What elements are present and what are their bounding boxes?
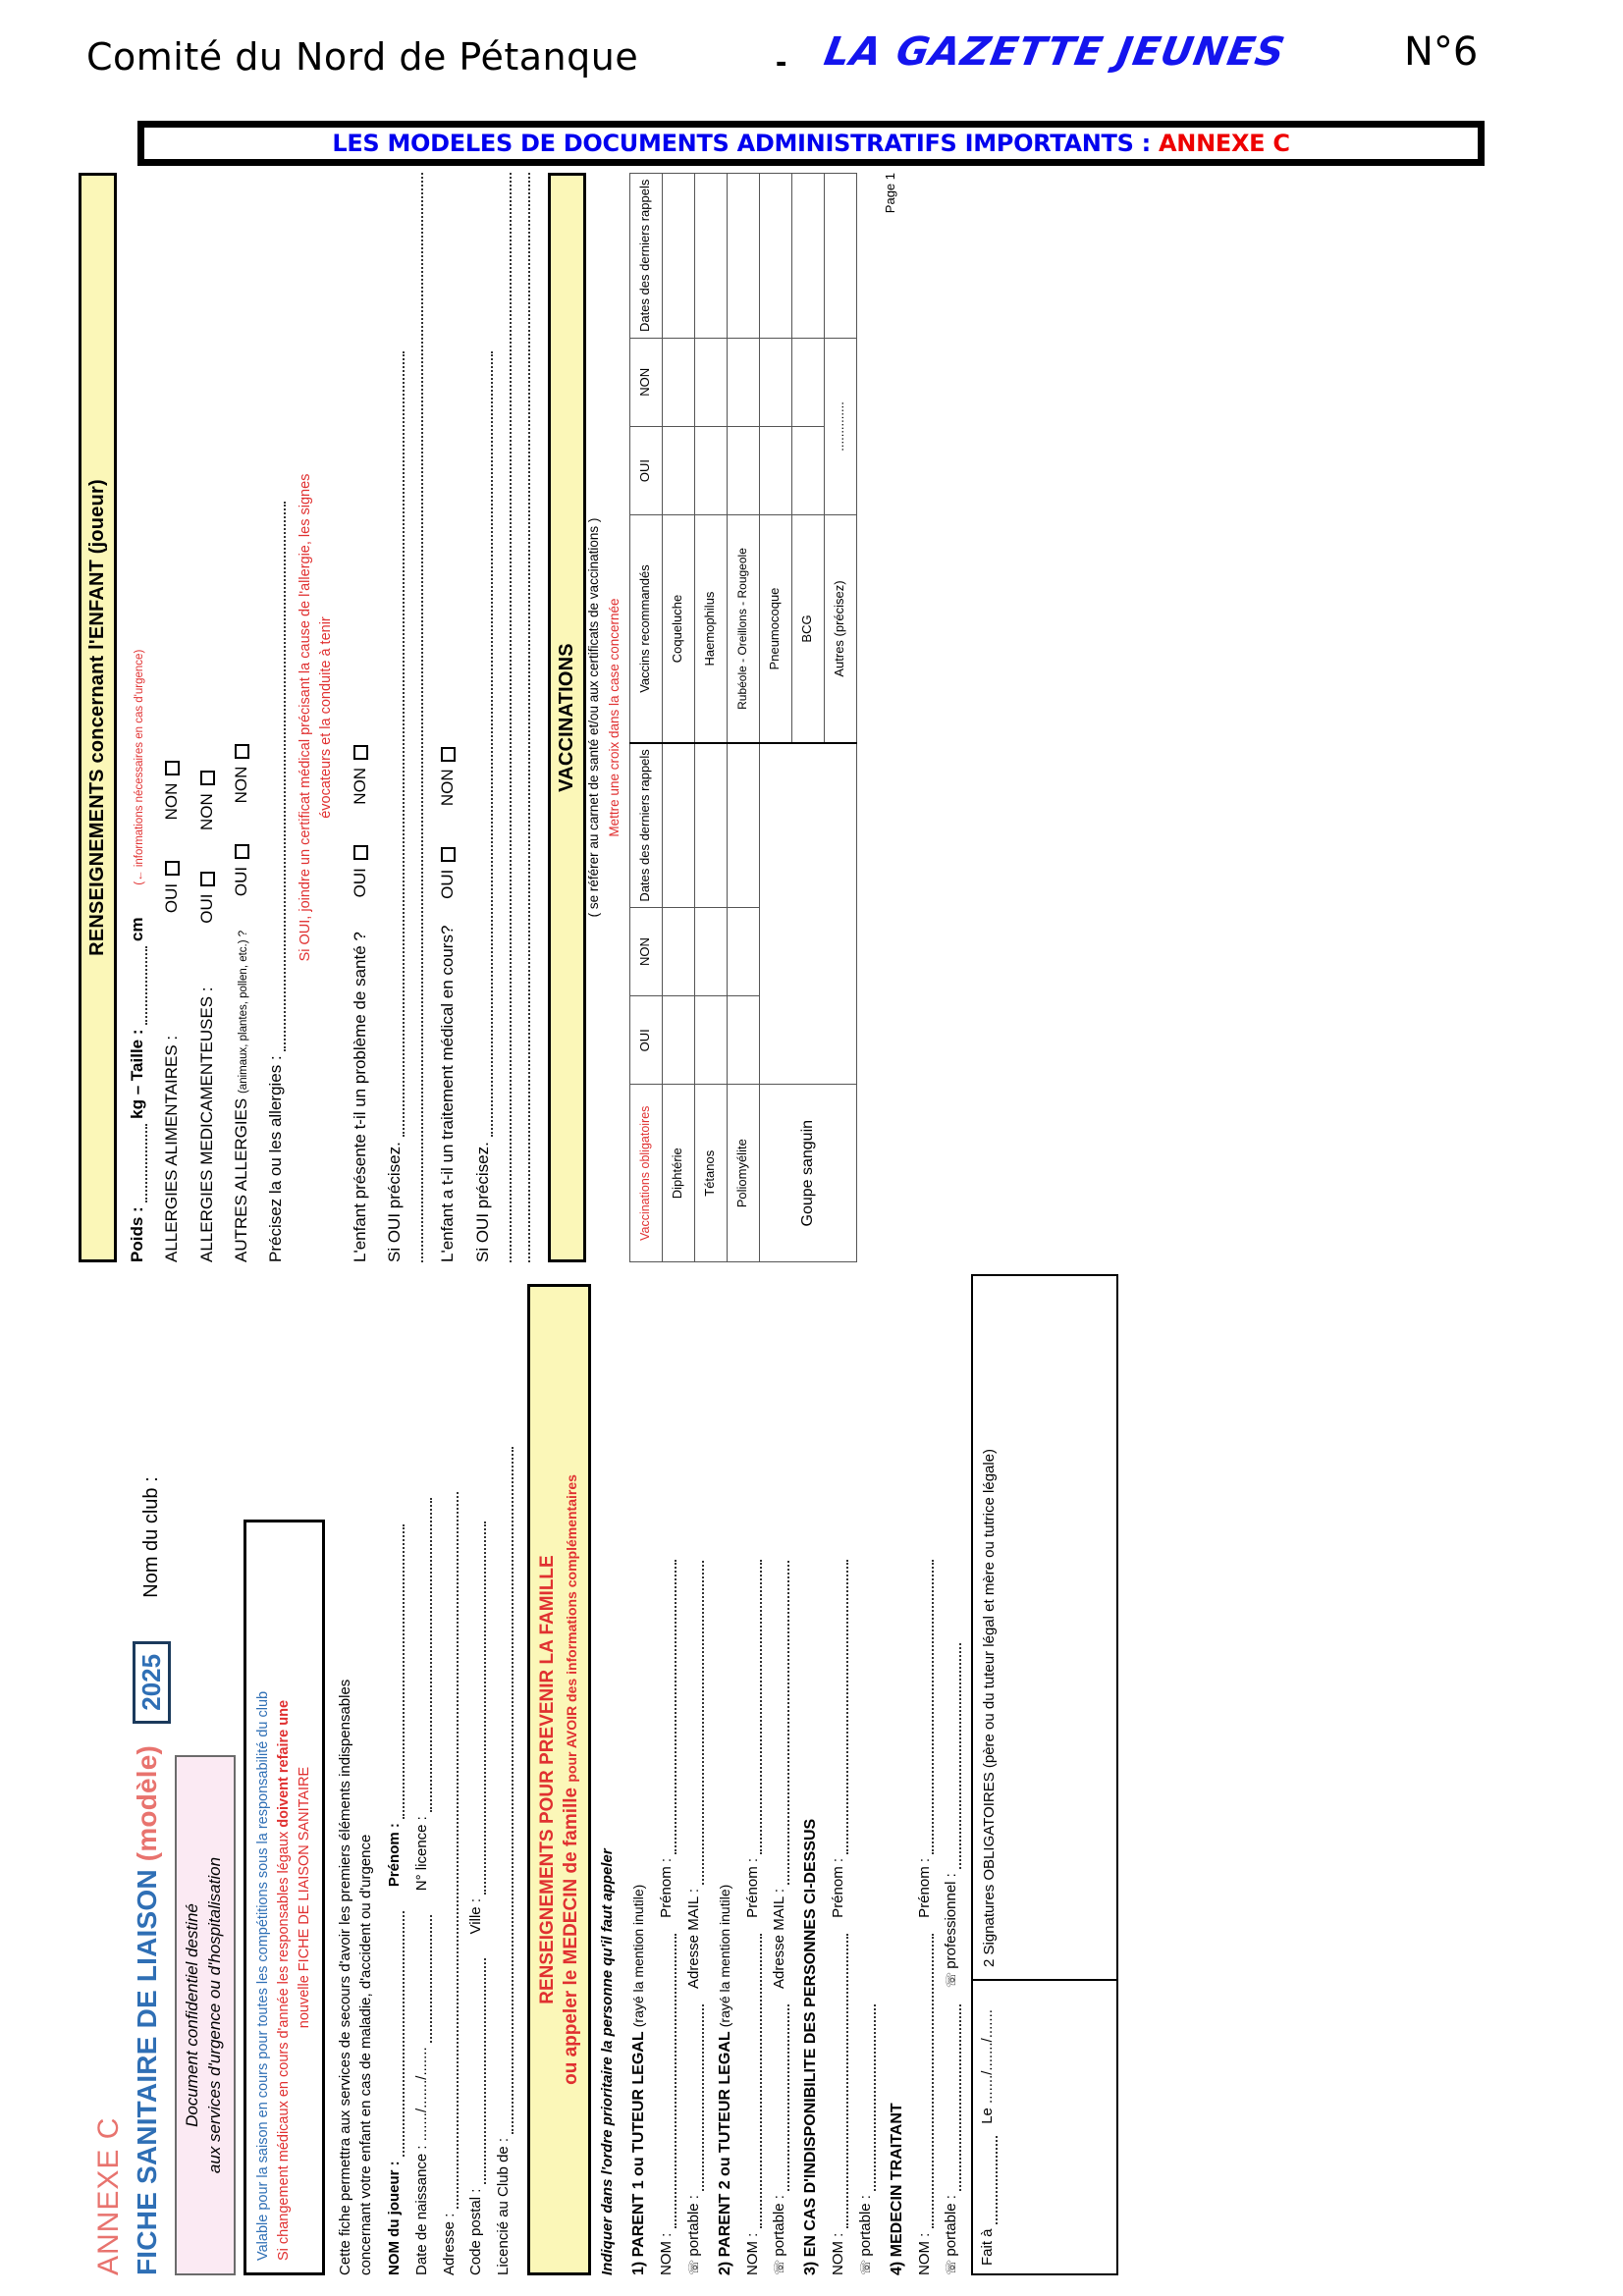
reco-1-date-cell[interactable] — [694, 174, 727, 339]
reco-5-precisez-cell[interactable]: .............. — [824, 338, 856, 515]
contact-3-nom-label: NOM : — [830, 2232, 847, 2275]
col-oui-1: OUI — [629, 996, 662, 1085]
poids-unit: kg — [128, 1099, 146, 1119]
rotated-form-sheet-wrapper — [79, 165, 1532, 2275]
poids-input[interactable] — [145, 1124, 147, 1202]
reco-1-oui-cell[interactable] — [694, 426, 727, 514]
contact-4-nom-label: NOM : — [915, 2232, 933, 2275]
intro-paragraph — [335, 1294, 378, 2275]
reco-row-1: Haemophilus — [694, 515, 727, 743]
allergies-alimentaires-row — [161, 173, 182, 1262]
banner-annex-label: ANNEXE C — [1159, 130, 1290, 157]
player-name-row — [386, 1284, 405, 2275]
traitement-non-checkbox[interactable] — [441, 747, 456, 762]
issue-number: N°6 — [1404, 29, 1479, 75]
player-prenom-input[interactable] — [403, 1524, 405, 1819]
player-club-row — [495, 1284, 514, 2275]
oblig-row-2: Poliomyélite — [727, 1085, 759, 1262]
contact-3-heading: 3) EN CAS D'INDISPONIBILITE DES PERSONNES CI-DESSUS — [802, 1818, 820, 2275]
alim-non-checkbox[interactable] — [165, 761, 180, 775]
confidential-note-box — [175, 1755, 236, 2275]
precisez-allergies-label: Précisez la ou les allergies : — [266, 1055, 285, 1262]
player-adresse-input[interactable] — [457, 1492, 459, 2209]
contact-2-portable-input[interactable] — [787, 2004, 789, 2191]
player-nom-input[interactable] — [403, 1911, 405, 2157]
phone-icon: ☏ — [772, 2260, 787, 2275]
contact-1-portable-label: portable : — [684, 2195, 702, 2257]
autres-non-label: NON — [231, 766, 250, 804]
contact-1-heading-note: (rayé la mention inutile) — [630, 1884, 647, 2028]
si-oui-precisez-2-label: Si OUI précisez. — [472, 1142, 492, 1262]
validity-note-red — [274, 1534, 295, 2261]
contact-1-mail-input[interactable] — [702, 1561, 704, 1885]
alim-oui-label: OUI — [162, 882, 182, 914]
probleme-non-checkbox[interactable] — [353, 745, 368, 760]
season-year-box: 2025 — [133, 1641, 171, 1724]
player-licencie-input[interactable] — [512, 1447, 514, 2134]
col-non-1: NON — [629, 907, 662, 995]
col-dates-2: Dates des derniers rappels — [629, 174, 662, 339]
intro-line-1: Cette fiche permettra aux services de secours d'avoir les premiers éléments indispensables — [336, 1679, 353, 2275]
player-naissance-label: Date de naissance : — [412, 2145, 430, 2275]
reco-row-5: Autres (précisez) — [824, 515, 856, 743]
player-naissance-input[interactable] — [430, 1915, 432, 2043]
player-ville-input[interactable] — [484, 1522, 486, 1895]
le-value[interactable]: ......./......./....... — [979, 2009, 997, 2104]
autres-allergies-label: AUTRES ALLERGIES — [231, 1097, 250, 1262]
form-title-text: FICHE SANITAIRE DE LIAISON — [131, 1869, 162, 2275]
reco-0-non-cell[interactable] — [662, 338, 694, 426]
oblig-1-non-cell[interactable] — [694, 907, 727, 995]
oblig-1-oui-cell[interactable] — [694, 996, 727, 1085]
validity-note-red-bold: doivent refaire une — [275, 1699, 292, 1828]
player-adresse-label: Adresse : — [440, 2213, 458, 2275]
table-row — [759, 174, 791, 1262]
reco-row-3: Pneumocoque — [759, 515, 791, 743]
traitement-medical-row — [437, 173, 458, 1262]
player-birth-row — [413, 1284, 432, 2275]
contact-2-heading — [716, 1284, 735, 2275]
contact-1-nom-input[interactable] — [675, 1934, 676, 2228]
reco-1-non-cell[interactable] — [694, 338, 727, 426]
contact-3-portable-label: portable : — [856, 2195, 874, 2257]
committee-name: Comité du Nord de Pétanque — [86, 35, 639, 79]
contact-1-mail-label: Adresse MAIL : — [684, 1889, 702, 1989]
family-column — [90, 1284, 1118, 2275]
contact-2-heading-text: 2) PARENT 2 ou TUTEUR LEGAL — [716, 2031, 733, 2275]
table-row — [694, 174, 727, 1262]
oblig-0-date-cell[interactable] — [662, 743, 694, 908]
probleme-sante-label: L'enfant présente t-il un problème de santé ? — [350, 932, 369, 1262]
medic-oui-checkbox[interactable] — [200, 872, 215, 886]
player-ville-label: Ville : — [467, 1898, 485, 1935]
contact-4-portable-input[interactable] — [959, 2004, 961, 2191]
reco-4-non-cell[interactable] — [791, 338, 824, 426]
family-contact-header-panel — [527, 1284, 592, 2275]
player-cp-input[interactable] — [484, 1958, 486, 2184]
contact-2-mail-label: Adresse MAIL : — [771, 1889, 788, 1989]
contact-4-phone-row — [943, 1284, 961, 2275]
fait-a-input[interactable] — [996, 2136, 998, 2224]
family-contact-title-2 — [560, 1297, 583, 2263]
si-oui-precisez-2-extra-line-b[interactable] — [527, 173, 530, 1262]
reco-row-2: Rubéole - Oreillons - Rougeole — [727, 515, 759, 743]
confidential-line-1: Document confidentiel destiné — [182, 1903, 201, 2127]
urgency-info-note: (← informations nécessaires en cas d'urgence) — [134, 649, 145, 885]
vaccinations-mettre-note: Mettre une croix dans la case concernée — [606, 598, 622, 837]
probleme-non-label: NON — [350, 767, 369, 805]
groupe-sanguin-input[interactable] — [759, 743, 856, 1085]
phone-icon: ☏ — [944, 2260, 959, 2275]
allergies-alimentaires-label: ALLERGIES ALIMENTAIRES : — [162, 1035, 182, 1262]
reco-4-date-cell[interactable] — [791, 174, 824, 339]
oblig-2-non-cell[interactable] — [727, 907, 759, 995]
form-title-modele: (modèle) — [131, 1744, 162, 1862]
reco-row-4: BCG — [791, 515, 824, 743]
contact-4-professionnel-input[interactable] — [959, 1643, 961, 1869]
contact-4-portable-label: portable : — [943, 2195, 960, 2257]
reco-2-non-cell[interactable] — [727, 338, 759, 426]
signature-caption: 2 Signatures OBLIGATOIRES (père ou du tuteur légal et mère ou tutrice légale) — [981, 1448, 999, 1967]
poids-label: Poids : — [128, 1206, 146, 1262]
player-naissance-value[interactable]: ......./......./....... — [412, 2047, 430, 2142]
col-recommandes: Vaccins recommandés — [629, 515, 662, 743]
player-nom-label: NOM du joueur : — [386, 2161, 404, 2275]
table-row — [727, 174, 759, 1262]
oblig-row-0: Diphtérie — [662, 1085, 694, 1262]
probleme-oui-label: OUI — [350, 868, 369, 898]
section-banner — [137, 121, 1485, 166]
contact-2-prenom-label: Prénom : — [743, 1857, 761, 1918]
contact-2-mail-input[interactable] — [787, 1561, 789, 1885]
si-oui-precisez-2-extra-line-a[interactable] — [509, 173, 512, 1262]
medic-non-checkbox[interactable] — [200, 771, 215, 785]
contact-2-heading-note: (rayé la mention inutile) — [716, 1884, 732, 2028]
alim-oui-checkbox[interactable] — [165, 861, 180, 876]
reco-0-date-cell[interactable] — [662, 174, 694, 339]
family-contact-title-1: RENSEIGNEMENTS POUR PREVENIR LA FAMILLE — [536, 1555, 558, 2004]
banner-main-label: LES MODELES DE DOCUMENTS ADMINISTRATIFS IMPORTANTS : — [332, 130, 1160, 157]
contact-2-portable-label: portable : — [771, 2195, 788, 2257]
contact-2-prenom-input[interactable] — [760, 1560, 762, 1854]
contact-1-heading-text: 1) PARENT 1 ou TUTEUR LEGAL — [630, 2031, 648, 2275]
reco-3-non-cell[interactable] — [759, 338, 791, 426]
contact-3-name-row — [830, 1284, 848, 2275]
certificat-medical-note — [296, 173, 336, 1262]
col-dates-1: Dates des derniers rappels — [629, 743, 662, 908]
taille-sep: – — [128, 1085, 146, 1095]
reco-4-oui-cell[interactable] — [791, 426, 824, 514]
probleme-sante-row — [350, 173, 370, 1262]
si-oui-precisez-1-extra-line[interactable] — [420, 173, 423, 1262]
reco-3-date-cell[interactable] — [759, 174, 791, 339]
contact-1-prenom-label: Prénom : — [658, 1857, 676, 1918]
si-oui-precisez-2-row — [472, 173, 493, 1262]
phone-icon: ☏ — [944, 1972, 959, 1989]
validity-note-red-a: Si changement médicaux en cours d'année les responsables légaux — [275, 1827, 292, 2261]
autres-oui-checkbox[interactable] — [235, 844, 249, 859]
contact-4-heading: 4) MEDECIN TRAITANT — [888, 2103, 905, 2275]
alim-non-label: NON — [162, 782, 182, 821]
page-number: Page 1 — [882, 173, 897, 214]
precisez-allergies-row — [265, 173, 286, 1262]
precisez-allergies-input[interactable] — [284, 502, 286, 1051]
signature-box — [971, 1274, 1118, 2275]
player-licencie-label: Licencié au Club de : — [495, 2137, 513, 2275]
player-city-row — [467, 1284, 486, 2275]
autres-allergies-note: (animaux, plantes, pollen, etc.) ? — [237, 930, 249, 1095]
vaccinations-refer-note: ( se référer au carnet de santé et/ou aux certificats de vaccinations ) — [585, 517, 601, 918]
contact-1-prenom-input[interactable] — [675, 1560, 676, 1854]
contact-1-phone-row — [685, 1284, 704, 2275]
allergies-medicamenteuses-label: ALLERGIES MEDICAMENTEUSES : — [196, 987, 216, 1262]
validity-note-red-2: nouvelle FICHE DE LIAISON SANITAIRE — [296, 1766, 312, 2029]
oblig-0-oui-cell[interactable] — [662, 996, 694, 1085]
vaccinations-header — [548, 173, 586, 1262]
signature-date-cell — [973, 1979, 1116, 2273]
traitement-non-label: NON — [438, 769, 458, 807]
player-prenom-label: Prénom : — [386, 1823, 404, 1888]
certificat-note-line-2: évocateurs et la conduite à tenir — [317, 616, 334, 819]
probleme-oui-checkbox[interactable] — [353, 845, 368, 860]
si-oui-precisez-1-label: Si OUI précisez. — [385, 1142, 405, 1262]
vaccinations-table-header-row — [629, 174, 662, 1262]
child-section-header-text: RENSEIGNEMENTS concernant l'ENFANT (joueur) — [86, 479, 108, 956]
form-title — [132, 1745, 162, 2275]
reco-2-oui-cell[interactable] — [727, 426, 759, 514]
family-contact-title-2a: ou appeler le MEDECIN de famille — [560, 1782, 581, 2085]
certificat-note-line-1: Si OUI, joindre un certificat médical précisant la cause de l'allergie, les signes — [298, 473, 314, 962]
si-oui-precisez-1-row — [384, 173, 405, 1262]
family-contact-title-2b: pour AVOIR des informations complémentaires — [563, 1474, 579, 1783]
autres-non-checkbox[interactable] — [235, 744, 249, 759]
child-section-header — [79, 173, 117, 1262]
contact-4-professionnel-label: professionnel : — [943, 1873, 960, 1969]
si-oui-precisez-1-input[interactable] — [403, 351, 405, 1137]
club-name-label: Nom du club : — [140, 1476, 163, 1598]
contact-2-nom-label: NOM : — [743, 2232, 761, 2275]
fait-a-label: Fait à — [979, 2228, 997, 2266]
contact-4-prenom-label: Prénom : — [915, 1857, 933, 1918]
medic-non-label: NON — [196, 793, 216, 830]
oblig-row-1: Tétanos — [694, 1085, 727, 1262]
player-licence-label: N° licence : — [412, 1816, 430, 1892]
autres-oui-label: OUI — [231, 866, 250, 897]
reco-row-0: Coqueluche — [662, 515, 694, 743]
contact-4-prenom-input[interactable] — [932, 1560, 934, 1854]
reco-0-oui-cell[interactable] — [662, 426, 694, 514]
validity-note-box — [243, 1520, 325, 2275]
masthead-dash: - — [776, 43, 787, 80]
taille-unit: cm — [128, 917, 146, 942]
confidential-line-2: aux services d'urgence ou d'hospitalisation — [204, 1856, 224, 2174]
contact-2-nom-input[interactable] — [760, 1934, 762, 2228]
contact-2-name-row — [744, 1284, 763, 2275]
contact-1-nom-label: NOM : — [658, 2232, 676, 2275]
validity-note-blue: Valable pour la saison en cours pour toutes les compétitions sous la responsabilité du club — [254, 1690, 271, 2261]
contact-3-phone-row — [857, 1284, 876, 2275]
phone-icon: ☏ — [857, 2260, 873, 2275]
contact-1-name-row — [658, 1284, 676, 2275]
col-oui-2: OUI — [629, 426, 662, 514]
le-label: Le — [979, 2108, 997, 2124]
child-column — [79, 173, 898, 1262]
oblig-1-date-cell[interactable] — [694, 743, 727, 908]
medic-oui-label: OUI — [196, 893, 216, 924]
player-cp-label: Code postal : — [467, 2188, 485, 2275]
traitement-medical-label: L'enfant a t-il un traitement médical en cours? — [438, 925, 458, 1262]
priority-order-note: Indiquer dans l'ordre prioritaire la personne qu'il faut appeler — [599, 1848, 617, 2275]
autres-allergies-row — [231, 173, 251, 1262]
allergies-medicamenteuses-row — [196, 173, 217, 1262]
taille-label: Taille : — [128, 1029, 146, 1082]
contact-3-prenom-input[interactable] — [846, 1560, 848, 1854]
col-obligatoires: Vaccinations obligatoires — [629, 1085, 662, 1262]
banner-text — [332, 130, 1289, 157]
contact-4-nom-input[interactable] — [932, 1934, 934, 2228]
oblig-2-oui-cell[interactable] — [727, 996, 759, 1085]
fiche-sanitaire-sheet — [79, 165, 1532, 2275]
reco-5-date-cell[interactable] — [824, 174, 856, 339]
poids-taille-row — [127, 173, 147, 1262]
annexe-label: ANNEXE C — [92, 2116, 125, 2275]
si-oui-precisez-2-input[interactable] — [491, 351, 493, 1137]
contact-1-portable-input[interactable] — [702, 2004, 704, 2191]
phone-icon: ☏ — [685, 2260, 701, 2275]
reco-3-oui-cell[interactable] — [759, 426, 791, 514]
player-licence-input[interactable] — [430, 1498, 432, 1812]
taille-input[interactable] — [145, 946, 147, 1025]
oblig-2-date-cell[interactable] — [727, 743, 759, 908]
contact-3-nom-input[interactable] — [846, 1934, 848, 2228]
reco-2-date-cell[interactable] — [727, 174, 759, 339]
intro-line-2: concernant votre enfant en cas de maladie, d'accident ou d'urgence — [357, 1834, 375, 2275]
player-address-row — [441, 1284, 460, 2275]
oblig-0-non-cell[interactable] — [662, 907, 694, 995]
contact-4-name-row — [916, 1284, 935, 2275]
contact-1-heading — [629, 1284, 649, 2275]
contact-2-phone-row — [771, 1284, 789, 2275]
vaccinations-table — [629, 173, 857, 1262]
contact-3-prenom-label: Prénom : — [830, 1857, 847, 1918]
groupe-sanguin-label: Goupe sanguin — [759, 1085, 856, 1262]
table-row — [662, 174, 694, 1262]
vaccinations-header-text: VACCINATIONS — [555, 643, 577, 792]
gazette-title: LA GAZETTE JEUNES — [820, 29, 1289, 75]
contact-3-portable-input[interactable] — [874, 2004, 876, 2191]
traitement-oui-label: OUI — [438, 869, 458, 899]
traitement-oui-checkbox[interactable] — [441, 847, 456, 862]
col-non-2: NON — [629, 338, 662, 426]
